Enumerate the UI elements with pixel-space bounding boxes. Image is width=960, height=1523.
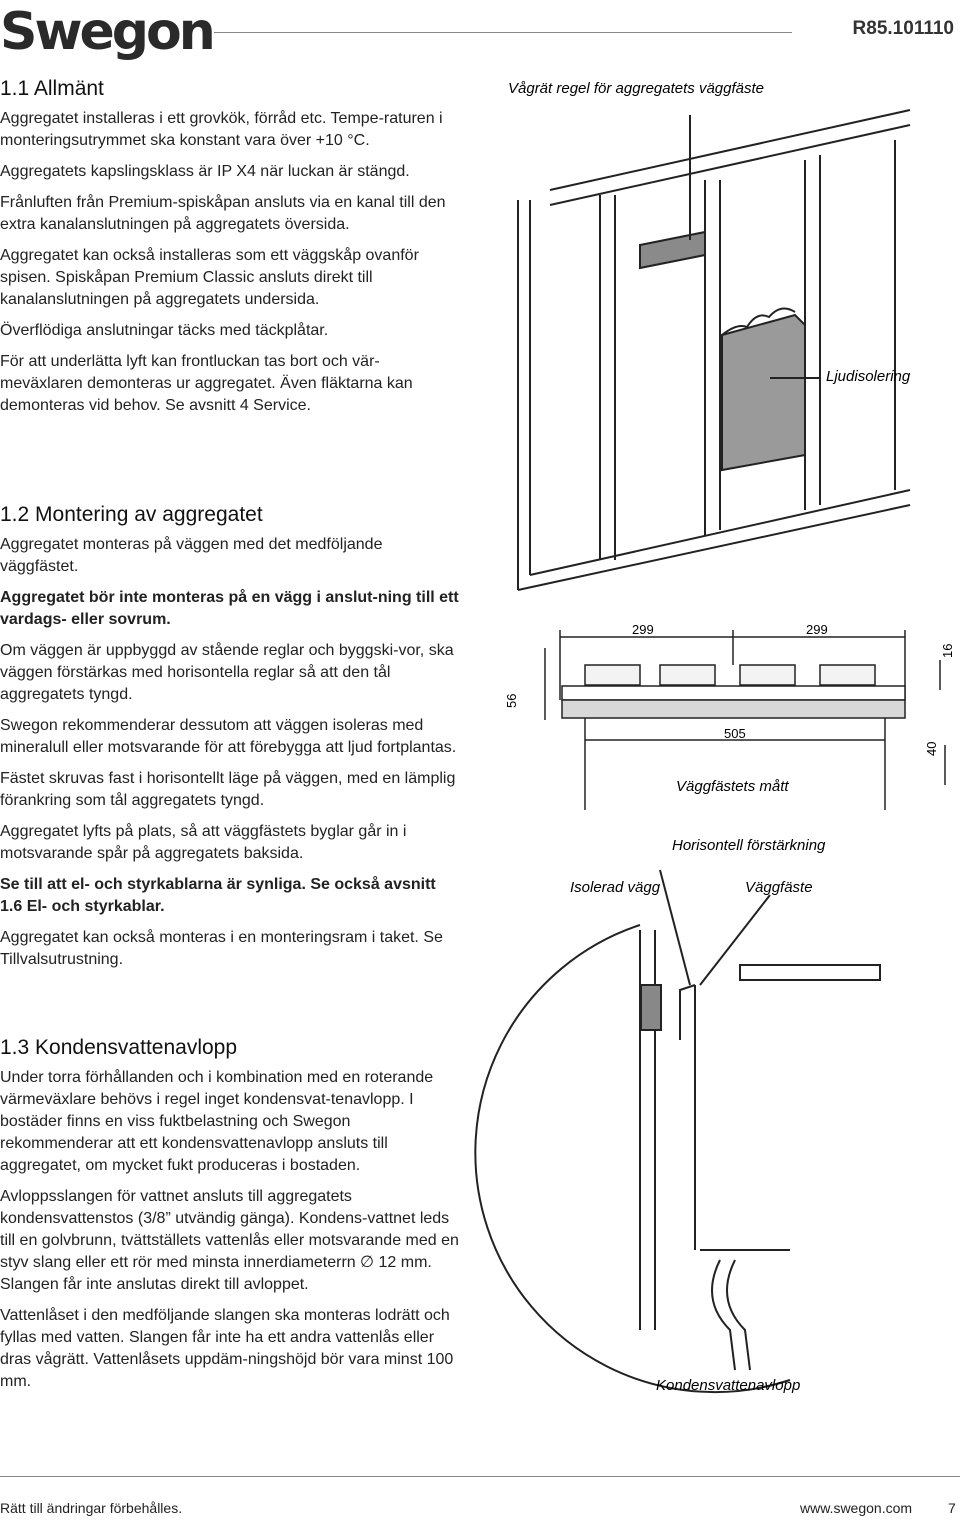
paragraph: Vattenlåset i den medföljande slangen ska monteras lodrätt och fyllas med vatten. Slangen får inte ha ett andra vattenlås eller dras vågrätt. Vattenlåsets uppdäm-ningshöjd bör vara minst 100 mm. (0, 1307, 454, 1390)
section-title: 1.3 Kondensvattenavlopp (0, 1036, 238, 1059)
section-title: 1.2 Montering av aggregatet (0, 503, 263, 526)
paragraph: Överflödiga anslutningar täcks med täckplåtar. (0, 322, 329, 339)
paragraph: För att underlätta lyft kan frontluckan tas bort och vär-meväxlaren demonteras ur aggregatet. Även fläktarna kan demonteras vid behov. Se avsnitt 4 Service. (0, 353, 413, 414)
label-condensate-drain: Kondensvattenavlopp (656, 1377, 801, 1394)
paragraph: Aggregatet kan också monteras i en monteringsram i taket. Se Tillvalsutrustning. (0, 929, 443, 968)
label-sound-insulation: Ljudisolering (826, 368, 911, 385)
label-horizontal-stud: Vågrät regel för aggregatets väggfäste (508, 80, 764, 97)
footer-website-link[interactable]: www.swegon.com (800, 1500, 913, 1516)
label-bracket-dimensions: Väggfästets mått (676, 778, 789, 795)
paragraph: Frånluften från Premium-spiskåpan ansluts via en kanal till den extra kanalanslutningen på aggregatets översida. (0, 194, 446, 233)
paragraph: Aggregatet lyfts på plats, så att väggfästets byglar går in i motsvarande spår på aggregatets baksida. (0, 823, 407, 862)
dim-299-left: 299 (632, 622, 654, 637)
paragraph: Om väggen är uppbyggd av stående reglar och byggski-vor, ska väggen förstärkas med horisontella reglar så att den tål aggregatets tyngd. (0, 642, 454, 703)
warning-paragraph: Aggregatet bör inte monteras på en vägg i anslut-ning till ett vardags- eller sovrum. (0, 589, 459, 628)
paragraph: Aggregatet monteras på väggen med det medföljande väggfästet. (0, 536, 383, 575)
paragraph: Fästet skruvas fast i horisontellt läge på väggen, med en lämplig förankring som tål aggregatets tyngd. (0, 770, 456, 809)
paragraph: Aggregatets kapslingsklass är IP X4 när luckan är stängd. (0, 163, 410, 180)
label-insulated-wall: Isolerad vägg (570, 879, 661, 896)
footer-rule (0, 1476, 960, 1477)
dim-56: 56 (504, 693, 519, 708)
label-wall-bracket: Väggfäste (745, 879, 813, 896)
footer-disclaimer: Rätt till ändringar förbehålles. (0, 1500, 183, 1516)
swegon-logo: Swegon (0, 2, 213, 62)
paragraph: Avloppsslangen för vattnet ansluts till aggregatets kondensvattenstos (3/8” utvändig gänga). Kondens-vattnet leds till en golvbrunn, tvättställets vattenlås eller motsvarande med en styv slang eller ett rör med minsta innerdiameterrn ∅ 12 mm. Slangen får inte anslutas direkt till avloppet. (0, 1188, 459, 1293)
wall-section-detail (475, 870, 880, 1392)
warning-paragraph: Se till att el- och styrkablarna är synliga. Se också avsnitt 1.6 El- och styrkablar. (0, 876, 436, 915)
paragraph: Aggregatet kan också installeras som ett väggskåp ovanför spisen. Spiskåpan Premium Classic ansluts direkt till kanalanslutningen på aggregatets undersida. (0, 247, 419, 308)
dim-299-right: 299 (806, 622, 828, 637)
dim-505: 505 (724, 726, 746, 741)
page-number: 7 (948, 1500, 956, 1516)
dim-40: 40 (924, 741, 939, 756)
label-horizontal-reinforcement: Horisontell förstärkning (672, 837, 826, 854)
document-number: R85.101110 (852, 18, 954, 39)
paragraph: Aggregatet installeras i ett grovkök, förråd etc. Tempe-raturen i monteringsutrymmet ska konstant vara över +10 °C. (0, 110, 443, 149)
dim-16: 16 (940, 643, 955, 658)
paragraph: Swegon rekommenderar dessutom att väggen isoleras med mineralull eller motsvarande för att förebygga att ljud fortplantas. (0, 717, 457, 756)
wall-frame-drawing (518, 110, 910, 590)
section-title: 1.1 Allmänt (0, 77, 104, 100)
paragraph: Under torra förhållanden och i kombination med en roterande värmeväxlare behövs i regel inget kondensvat-tenavlopp. I bostäder finns en viss fuktbelastning och Swegon rekommenderar att ett kondensvattenavlopp ansluts till aggregatet, om mycket fukt produceras i bostaden. (0, 1069, 434, 1174)
